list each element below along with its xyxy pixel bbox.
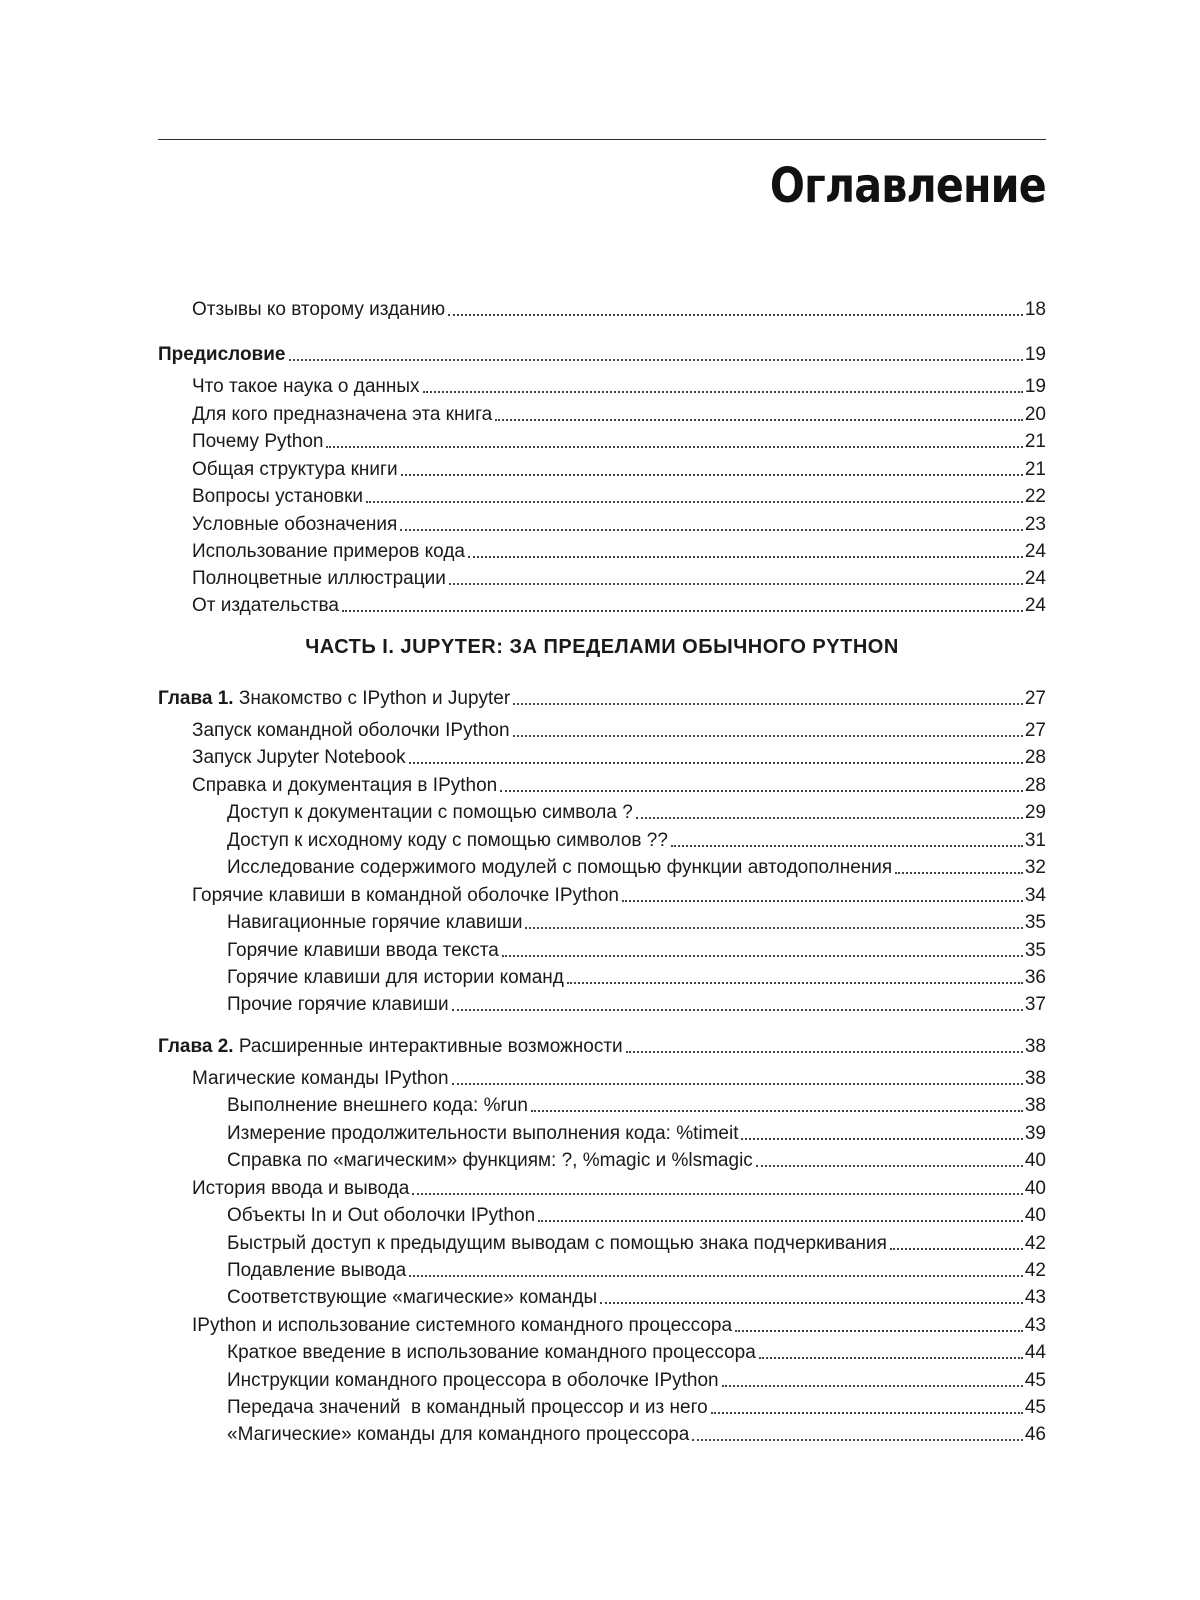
toc-entry[interactable] [158,962,1046,990]
toc-entry-title [227,1094,528,1118]
toc-entry-title [227,1423,689,1447]
toc-entry[interactable] [158,1282,1046,1310]
toc-entry-title [192,1067,449,1091]
toc-entry[interactable] [158,1200,1046,1228]
dot-leader [409,762,1023,764]
toc-page-number: 36 [1024,967,1046,988]
toc-page-number: 42 [1024,1260,1046,1281]
toc-page-number: 24 [1024,568,1046,589]
toc-entry[interactable] [158,481,1046,509]
toc-entry-title [192,375,420,399]
dot-leader [671,845,1023,847]
toc-entry-title [227,1341,756,1365]
toc-entry-text: Знакомство с IPython и Jupyter [233,688,511,709]
toc-page-number: 35 [1024,912,1046,933]
toc-page-number: 27 [1024,720,1046,741]
toc-page-number: 44 [1024,1342,1046,1363]
toc-page-number: 38 [1024,1036,1046,1057]
toc-page-number: 45 [1024,1370,1046,1391]
toc-entry-text: «Магические» команды для командного процессора [227,1424,690,1445]
dot-leader [452,1083,1023,1085]
toc-chapter-entry[interactable] [158,683,1046,711]
toc-page-number: 24 [1024,595,1046,616]
dot-leader [400,529,1023,531]
toc-entry-text: Для кого предназначена эта книга [192,404,493,425]
toc-entry-text: Быстрый доступ к предыдущим выводам с помощью знака подчеркивания [227,1233,887,1254]
toc-entry-text: Магические команды IPython [192,1068,449,1089]
toc-entry[interactable] [158,770,1046,798]
toc-page-number: 21 [1024,431,1046,452]
toc-entry[interactable] [158,1337,1046,1365]
part-heading: ЧАСТЬ I. JUPYTER: ЗА ПРЕДЕЛАМИ ОБЫЧНОГО PYTHON [305,636,899,658]
toc-entry[interactable] [158,742,1046,770]
dot-leader [366,501,1023,503]
toc-page-number: 23 [1024,514,1046,535]
dot-leader [452,1009,1023,1011]
toc-page-number: 20 [1024,404,1046,425]
toc-entry[interactable] [158,590,1046,618]
toc-entry-text: Инструкции командного процессора в оболочке IPython [227,1370,719,1391]
dot-leader [342,610,1023,612]
toc-entry-text: Навигационные горячие клавиши [227,912,523,933]
toc-entry-text: Использование примеров кода [192,541,465,562]
dot-leader [423,391,1023,393]
toc-entry[interactable] [158,371,1046,399]
dot-leader [289,359,1023,361]
dot-leader [636,817,1023,819]
dot-leader [468,556,1023,558]
toc-entry-title [227,1232,887,1256]
toc-page-number: 24 [1024,541,1046,562]
toc-entry-text: Объекты In и Out оболочки IPython [227,1205,536,1226]
toc-entry[interactable] [158,715,1046,743]
toc-entry-text: Выполнение внешнего кода: %run [227,1095,528,1116]
toc-entry-title [158,1035,623,1059]
toc-entry-title [192,298,445,322]
toc-page-number: 27 [1024,688,1046,709]
toc-entry-title [192,513,397,537]
toc-entry-title [227,1369,719,1393]
toc-entry-title [227,993,449,1017]
toc-entry-text: Отзывы ко второму изданию [192,299,446,320]
toc-entry[interactable] [158,1255,1046,1283]
toc-entry-text: От издательства [192,595,339,616]
toc-entry-title [192,458,398,482]
toc-entry-title [227,1204,535,1228]
toc-entry-title [227,1122,738,1146]
dot-leader [409,1275,1023,1277]
toc-entry-text: Вопросы установки [192,486,364,507]
toc-entry[interactable] [158,454,1046,482]
toc-entry-text: Запуск командной оболочки IPython [192,720,510,741]
toc-page-number: 38 [1024,1068,1046,1089]
toc-entry[interactable] [158,1310,1046,1338]
toc-entry-text: Прочие горячие клавиши [227,994,449,1015]
toc-page-number: 37 [1024,994,1046,1015]
toc-entry-text: IPython и использование системного командного процессора [192,1315,733,1336]
toc-entry-text: Передача значений в командный процессор и из него [227,1397,708,1418]
toc-entry[interactable] [158,563,1046,591]
toc-entry-text: Измерение продолжительности выполнения кода: %timeit [227,1123,739,1144]
toc-entry-text: Горячие клавиши для истории команд [227,967,564,988]
toc-entry-title [192,540,465,564]
dot-leader [567,982,1023,984]
dot-leader [502,955,1023,957]
toc-page-number: 22 [1024,486,1046,507]
toc-entry-text: Горячие клавиши в командной оболочке IPython [192,885,619,906]
toc-entry-title [158,687,510,711]
dot-leader [735,1330,1023,1332]
dot-leader [622,900,1023,902]
toc-entry-text: Справка и документация в IPython [192,775,498,796]
toc-entry-text: Что такое наука о данных [192,376,420,397]
toc-entry-title [192,774,497,798]
toc-entry-title [227,939,499,963]
toc-entry-title [192,1177,409,1201]
dot-leader [722,1385,1023,1387]
toc-entry-title [192,403,492,427]
toc-entry[interactable] [158,1228,1046,1256]
dot-leader [449,583,1023,585]
dot-leader [495,419,1023,421]
dot-leader [741,1138,1022,1140]
toc-page-number: 21 [1024,459,1046,480]
toc-entry-title [227,1149,753,1173]
header-rule [158,139,1046,140]
toc-page-number: 38 [1024,1095,1046,1116]
toc-entry-text: Почему Python [192,431,324,452]
toc-entry-title [192,485,363,509]
toc-page-number: 43 [1024,1315,1046,1336]
toc-page-number: 39 [1024,1123,1046,1144]
toc-entry[interactable] [158,989,1046,1017]
page-title: Оглавление [770,158,1046,214]
dot-leader [326,446,1022,448]
toc-entry-title [192,884,619,908]
toc-entry-text: История ввода и вывода [192,1178,410,1199]
toc-entry-title [227,801,633,825]
dot-leader [626,1051,1023,1053]
toc-entry[interactable] [158,935,1046,963]
toc-entry-label: Предисловие [158,344,286,365]
toc-entry[interactable] [158,1090,1046,1118]
toc-entry-text: Запуск Jupyter Notebook [192,747,406,768]
dot-leader [756,1165,1023,1167]
toc-entry-text: Соответствующие «магические» команды [227,1287,598,1308]
toc-entry-label: Глава 2. [158,1036,234,1057]
toc-entry-text: Горячие клавиши ввода текста [227,940,499,961]
dot-leader [412,1193,1023,1195]
toc-entry-title [227,1259,406,1283]
toc-page-number: 45 [1024,1397,1046,1418]
toc-page-number: 28 [1024,775,1046,796]
dot-leader [513,703,1023,705]
toc-entry-text: Краткое введение в использование командного процессора [227,1342,756,1363]
toc-page-number: 31 [1024,830,1046,851]
dot-leader [600,1302,1023,1304]
dot-leader [513,735,1023,737]
toc-entry-title [192,430,323,454]
toc-entry[interactable] [158,294,1046,322]
toc-page-number: 42 [1024,1233,1046,1254]
toc-chapter-entry[interactable] [158,339,1046,367]
toc-entry-text: Условные обозначения [192,514,398,535]
toc-entry[interactable] [158,536,1046,564]
toc-page-number: 43 [1024,1287,1046,1308]
toc-entry[interactable] [158,907,1046,935]
toc-entry[interactable] [158,1365,1046,1393]
toc-entry-title [227,966,564,990]
toc-entry-title [227,829,668,853]
toc-page-number: 19 [1024,376,1046,397]
dot-leader [711,1412,1023,1414]
toc-entry-text: Общая структура книги [192,459,398,480]
toc-page-number: 32 [1024,857,1046,878]
toc-entry[interactable] [158,825,1046,853]
toc-entry-text: Справка по «магическим» функциям: ?, %magic и %lsmagic [227,1150,753,1171]
toc-page-number: 40 [1024,1205,1046,1226]
dot-leader [759,1357,1023,1359]
dot-leader [538,1220,1023,1222]
toc-entry-title [227,856,892,880]
toc-entry-label: Глава 1. [158,688,234,709]
toc-entry-title [158,343,286,367]
dot-leader [890,1248,1023,1250]
toc-entry-title [227,911,522,935]
toc-page-number: 35 [1024,940,1046,961]
toc-chapter-entry[interactable] [158,1031,1046,1059]
toc-page-number: 19 [1024,344,1046,365]
toc-entry-title [192,746,406,770]
toc-page-number: 40 [1024,1178,1046,1199]
toc-entry[interactable] [158,399,1046,427]
dot-leader [500,790,1023,792]
toc-entry-text: Подавление вывода [227,1260,407,1281]
toc-entry-title [227,1396,708,1420]
toc-entry-title [227,1286,597,1310]
dot-leader [531,1110,1023,1112]
toc-entry[interactable] [158,1145,1046,1173]
toc-entry[interactable] [158,1173,1046,1201]
toc-entry-text: Доступ к документации с помощью символа ? [227,802,633,823]
toc-entry-title [192,1314,732,1338]
toc-entry[interactable] [158,1419,1046,1447]
toc-entry-text: Полноцветные иллюстрации [192,568,446,589]
dot-leader [692,1439,1023,1441]
toc-entry-title [192,719,510,743]
toc-page-number: 46 [1024,1424,1046,1445]
toc-page-number: 34 [1024,885,1046,906]
toc-entry[interactable] [158,509,1046,537]
toc-entry-text: Исследование содержимого модулей с помощью функции автодополнения [227,857,893,878]
toc-entry[interactable] [158,852,1046,880]
toc-entry-text: Доступ к исходному коду с помощью символов ?? [227,830,668,851]
dot-leader [401,474,1023,476]
toc-page-number: 18 [1024,299,1046,320]
toc-entry[interactable] [158,1063,1046,1091]
toc-entry[interactable] [158,880,1046,908]
toc-entry[interactable] [158,797,1046,825]
dot-leader [895,872,1023,874]
dot-leader [448,314,1023,316]
toc-entry-title [192,567,446,591]
toc-entry[interactable] [158,426,1046,454]
toc-entry[interactable] [158,1118,1046,1146]
toc-entry[interactable] [158,1392,1046,1420]
toc-page-number: 40 [1024,1150,1046,1171]
toc-page-number: 28 [1024,747,1046,768]
toc-entry-text: Расширенные интерактивные возможности [233,1036,623,1057]
toc-entry-title [192,594,339,618]
dot-leader [525,927,1022,929]
toc-page-number: 29 [1024,802,1046,823]
